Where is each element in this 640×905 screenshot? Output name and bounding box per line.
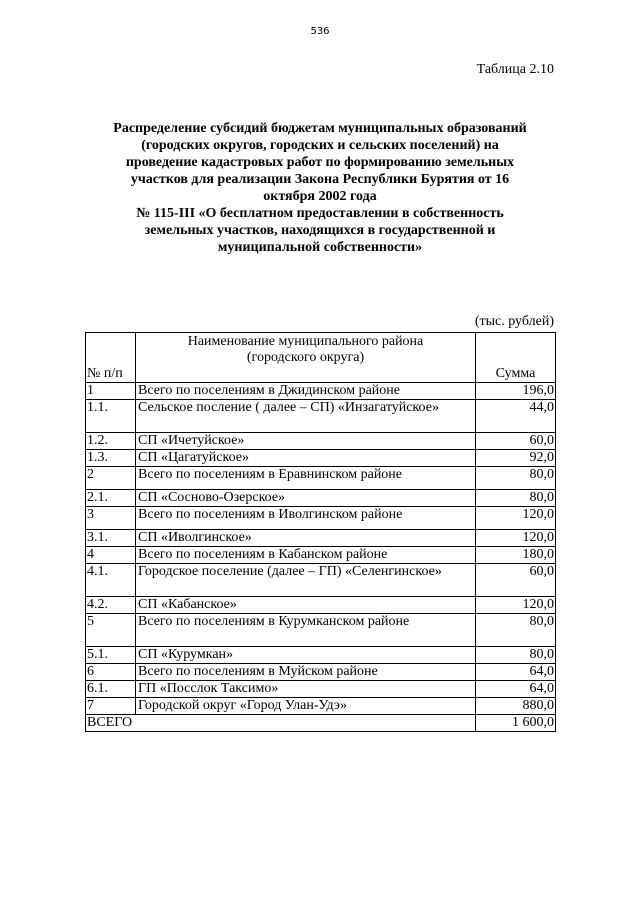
table-row (86, 547, 556, 564)
row-number: 2.1. (86, 490, 136, 507)
row-sum: 92,0 (476, 450, 556, 467)
table-row (86, 507, 556, 530)
table-body (86, 383, 556, 715)
row-sum: 80,0 (476, 490, 556, 507)
page-number: 536 (310, 26, 330, 37)
row-name: Всего по поселениям в Еравнинском районе (136, 467, 476, 490)
row-number: 1.3. (86, 450, 136, 467)
row-number: 1.1. (86, 400, 136, 433)
document-title (86, 120, 554, 256)
total-row (86, 715, 556, 732)
row-number: 4.1. (86, 564, 136, 597)
table-row (86, 450, 556, 467)
table-label: Таблица 2.10 (476, 62, 554, 77)
row-sum: 196,0 (476, 383, 556, 400)
row-number: 2 (86, 467, 136, 490)
row-number: 7 (86, 698, 136, 715)
row-number: 6 (86, 664, 136, 681)
row-name: Сельское послениe ( далее – СП) «Инзагатуйское» (136, 400, 476, 433)
row-name: СП «Кабанское» (136, 597, 476, 614)
title-line: октября 2002 года (263, 189, 377, 204)
total-sum: 1 600,0 (476, 715, 556, 732)
row-sum: 64,0 (476, 664, 556, 681)
row-name: ГП «Посслок Таксимо» (136, 681, 476, 698)
subsidy-table (85, 332, 556, 732)
table-row (86, 400, 556, 433)
table-row (86, 433, 556, 450)
row-number: 3 (86, 507, 136, 530)
table-row (86, 647, 556, 664)
header-sum: Сумма (476, 333, 556, 383)
row-sum: 880,0 (476, 698, 556, 715)
row-number: 4 (86, 547, 136, 564)
row-name: Всего по поселениям в Муйском районе (136, 664, 476, 681)
row-name: СП «Ичетуйское» (136, 433, 476, 450)
row-name: Всего по поселениям в Иволгинском районе (136, 507, 476, 530)
title-line: Распределение субсидий бюджетам муниципальных образований (113, 121, 527, 136)
units-label: (тыс. рублей) (474, 314, 554, 329)
table-row (86, 614, 556, 647)
row-sum: 80,0 (476, 647, 556, 664)
row-sum: 80,0 (476, 467, 556, 490)
row-name: Всего по поселениям в Кабанском районе (136, 547, 476, 564)
row-name: СП «Цагатуйское» (136, 450, 476, 467)
row-sum: 180,0 (476, 547, 556, 564)
row-name: Городское поселение (далее – ГП) «Селенгинское» (136, 564, 476, 597)
row-sum: 60,0 (476, 564, 556, 597)
row-name: СП «Иволгинское» (136, 530, 476, 547)
row-name: Всего по поселениям в Джидинском районе (136, 383, 476, 400)
row-number: 1 (86, 383, 136, 400)
row-number: 1.2. (86, 433, 136, 450)
row-sum: 120,0 (476, 507, 556, 530)
row-number: 6.1. (86, 681, 136, 698)
table-row (86, 564, 556, 597)
row-name: Всего по поселениям в Курумканском районе (136, 614, 476, 647)
table-row (86, 490, 556, 507)
title-line: (городских округов, городских и сельских поселений) на (141, 138, 499, 153)
title-line: участков для реализации Закона Республики Бурятия от 16 (130, 172, 510, 187)
table-row (86, 383, 556, 400)
table-row (86, 597, 556, 614)
table-row (86, 467, 556, 490)
table-row (86, 530, 556, 547)
row-sum: 60,0 (476, 433, 556, 450)
title-line: проведение кадастровых работ по формированию земельных (125, 155, 515, 170)
row-sum: 120,0 (476, 597, 556, 614)
table-row (86, 664, 556, 681)
table-row (86, 681, 556, 698)
header-name (136, 333, 476, 383)
table-row (86, 698, 556, 715)
row-name: СП «Курумкан» (136, 647, 476, 664)
title-line: земельных участков, находящихся в государственной и (144, 223, 496, 238)
row-number: 4.2. (86, 597, 136, 614)
table-header-row (86, 333, 556, 383)
header-name-line2: (городского округа) (246, 350, 365, 365)
row-name: Городской округ «Город Улан-Удэ» (136, 698, 476, 715)
row-number: 5.1. (86, 647, 136, 664)
total-label: ВСЕГО (86, 715, 476, 732)
title-line: № 115-III «О бесплатном предоставлении в собственность (136, 206, 504, 221)
row-sum: 80,0 (476, 614, 556, 647)
title-line: муниципальной собственности» (217, 240, 423, 255)
row-sum: 44,0 (476, 400, 556, 433)
header-number: № п/п (86, 333, 136, 383)
row-sum: 64,0 (476, 681, 556, 698)
header-name-line1: Наименование муниципального района (187, 334, 424, 349)
row-number: 3.1. (86, 530, 136, 547)
row-number: 5 (86, 614, 136, 647)
row-name: СП «Сосново-Озерское» (136, 490, 476, 507)
row-sum: 120,0 (476, 530, 556, 547)
